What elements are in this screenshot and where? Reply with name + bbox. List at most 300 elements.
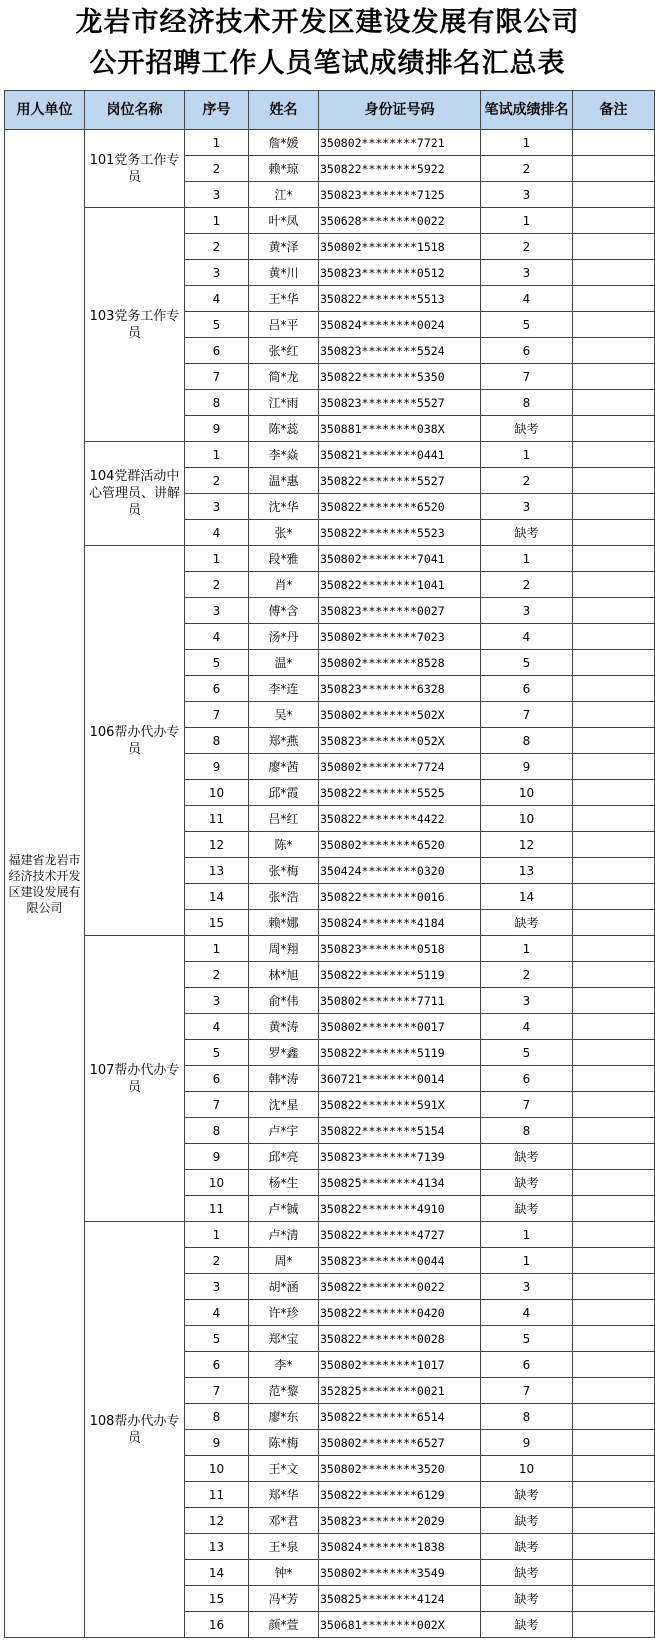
name-cell: 吕*平 xyxy=(249,312,319,338)
id-cell: 350822********0420 xyxy=(319,1300,481,1326)
rank-cell: 1 xyxy=(481,208,573,234)
name-cell: 卢*清 xyxy=(249,1222,319,1248)
name-cell: 简*龙 xyxy=(249,364,319,390)
unit-cell: 福建省龙岩市经济技术开发区建设发展有限公司 xyxy=(5,130,85,1638)
name-cell: 沈*星 xyxy=(249,1092,319,1118)
rank-cell: 10 xyxy=(481,806,573,832)
seq-cell: 4 xyxy=(185,1300,249,1326)
name-cell: 江* xyxy=(249,182,319,208)
id-cell: 350822********0028 xyxy=(319,1326,481,1352)
rank-cell: 缺考 xyxy=(481,1482,573,1508)
header-name: 姓名 xyxy=(249,91,319,130)
remark-cell xyxy=(573,1222,655,1248)
remark-cell xyxy=(573,988,655,1014)
id-cell: 350681********002X xyxy=(319,1612,481,1638)
remark-cell xyxy=(573,312,655,338)
name-cell: 段*雅 xyxy=(249,546,319,572)
seq-cell: 8 xyxy=(185,728,249,754)
rank-cell: 2 xyxy=(481,234,573,260)
seq-cell: 6 xyxy=(185,676,249,702)
seq-cell: 7 xyxy=(185,364,249,390)
remark-cell xyxy=(573,364,655,390)
name-cell: 钟* xyxy=(249,1560,319,1586)
rank-cell: 6 xyxy=(481,1066,573,1092)
rank-cell: 3 xyxy=(481,182,573,208)
name-cell: 许*珍 xyxy=(249,1300,319,1326)
remark-cell xyxy=(573,442,655,468)
id-cell: 350802********6527 xyxy=(319,1430,481,1456)
name-cell: 林*旭 xyxy=(249,962,319,988)
rank-cell: 缺考 xyxy=(481,1560,573,1586)
id-cell: 350823********0027 xyxy=(319,598,481,624)
rank-cell: 缺考 xyxy=(481,1586,573,1612)
rank-cell: 1 xyxy=(481,936,573,962)
position-cell: 104党群活动中心管理员、讲解员 xyxy=(85,442,185,546)
seq-cell: 16 xyxy=(185,1612,249,1638)
rank-cell: 7 xyxy=(481,1378,573,1404)
remark-cell xyxy=(573,858,655,884)
name-cell: 俞*伟 xyxy=(249,988,319,1014)
rank-cell: 1 xyxy=(481,1248,573,1274)
seq-cell: 11 xyxy=(185,1482,249,1508)
id-cell: 350822********4727 xyxy=(319,1222,481,1248)
name-cell: 杨*生 xyxy=(249,1170,319,1196)
name-cell: 李* xyxy=(249,1352,319,1378)
remark-cell xyxy=(573,468,655,494)
remark-cell xyxy=(573,1170,655,1196)
id-cell: 350822********0016 xyxy=(319,884,481,910)
id-cell: 350824********1838 xyxy=(319,1534,481,1560)
seq-cell: 15 xyxy=(185,1586,249,1612)
id-cell: 350802********7721 xyxy=(319,130,481,156)
rank-cell: 6 xyxy=(481,338,573,364)
seq-cell: 2 xyxy=(185,572,249,598)
seq-cell: 4 xyxy=(185,1014,249,1040)
remark-cell xyxy=(573,676,655,702)
remark-cell xyxy=(573,1118,655,1144)
id-cell: 350823********5527 xyxy=(319,390,481,416)
name-cell: 张*浩 xyxy=(249,884,319,910)
name-cell: 邓*君 xyxy=(249,1508,319,1534)
name-cell: 温* xyxy=(249,650,319,676)
seq-cell: 1 xyxy=(185,208,249,234)
table-body xyxy=(5,130,655,1638)
seq-cell: 5 xyxy=(185,650,249,676)
name-cell: 黄*川 xyxy=(249,260,319,286)
id-cell: 350802********7023 xyxy=(319,624,481,650)
remark-cell xyxy=(573,286,655,312)
name-cell: 张*梅 xyxy=(249,858,319,884)
rank-cell: 9 xyxy=(481,754,573,780)
name-cell: 陈*梅 xyxy=(249,1430,319,1456)
header-rank: 笔试成绩排名 xyxy=(481,91,573,130)
seq-cell: 6 xyxy=(185,1352,249,1378)
name-cell: 汤*丹 xyxy=(249,624,319,650)
remark-cell xyxy=(573,962,655,988)
rank-cell: 7 xyxy=(481,1092,573,1118)
remark-cell xyxy=(573,208,655,234)
rank-cell: 3 xyxy=(481,260,573,286)
id-cell: 350822********6520 xyxy=(319,494,481,520)
id-cell: 350822********5527 xyxy=(319,468,481,494)
name-cell: 王*文 xyxy=(249,1456,319,1482)
rank-cell: 5 xyxy=(481,1326,573,1352)
name-cell: 张*红 xyxy=(249,338,319,364)
rank-cell: 2 xyxy=(481,962,573,988)
name-cell: 廖*茜 xyxy=(249,754,319,780)
seq-cell: 1 xyxy=(185,1222,249,1248)
id-cell: 350822********5350 xyxy=(319,364,481,390)
rank-cell: 9 xyxy=(481,1430,573,1456)
seq-cell: 3 xyxy=(185,260,249,286)
remark-cell xyxy=(573,884,655,910)
rank-cell: 3 xyxy=(481,494,573,520)
table-row xyxy=(5,208,655,234)
remark-cell xyxy=(573,494,655,520)
header-row xyxy=(5,91,655,130)
name-cell: 黄*泽 xyxy=(249,234,319,260)
position-cell: 107帮办代办专员 xyxy=(85,936,185,1222)
seq-cell: 1 xyxy=(185,936,249,962)
seq-cell: 5 xyxy=(185,1040,249,1066)
id-cell: 350822********5513 xyxy=(319,286,481,312)
remark-cell xyxy=(573,416,655,442)
rank-cell: 5 xyxy=(481,650,573,676)
rank-cell: 6 xyxy=(481,676,573,702)
id-cell: 350802********6520 xyxy=(319,832,481,858)
remark-cell xyxy=(573,182,655,208)
remark-cell xyxy=(573,156,655,182)
name-cell: 陈* xyxy=(249,832,319,858)
remark-cell xyxy=(573,1456,655,1482)
rank-cell: 6 xyxy=(481,1352,573,1378)
rank-cell: 14 xyxy=(481,884,573,910)
header-seq: 序号 xyxy=(185,91,249,130)
id-cell: 350824********4184 xyxy=(319,910,481,936)
id-cell: 350628********0022 xyxy=(319,208,481,234)
id-cell: 350825********4134 xyxy=(319,1170,481,1196)
name-cell: 罗*鑫 xyxy=(249,1040,319,1066)
seq-cell: 2 xyxy=(185,156,249,182)
seq-cell: 14 xyxy=(185,884,249,910)
remark-cell xyxy=(573,338,655,364)
rank-cell: 5 xyxy=(481,312,573,338)
table-row xyxy=(5,1222,655,1248)
seq-cell: 7 xyxy=(185,1378,249,1404)
remark-cell xyxy=(573,1430,655,1456)
id-cell: 350823********6328 xyxy=(319,676,481,702)
seq-cell: 1 xyxy=(185,442,249,468)
seq-cell: 9 xyxy=(185,754,249,780)
remark-cell xyxy=(573,728,655,754)
remark-cell xyxy=(573,1066,655,1092)
name-cell: 邱*亮 xyxy=(249,1144,319,1170)
remark-cell xyxy=(573,1586,655,1612)
name-cell: 李*焱 xyxy=(249,442,319,468)
seq-cell: 6 xyxy=(185,338,249,364)
id-cell: 350822********5922 xyxy=(319,156,481,182)
id-cell: 350802********7711 xyxy=(319,988,481,1014)
name-cell: 邱*霞 xyxy=(249,780,319,806)
name-cell: 范*黎 xyxy=(249,1378,319,1404)
remark-cell xyxy=(573,1092,655,1118)
seq-cell: 14 xyxy=(185,1560,249,1586)
id-cell: 350823********5524 xyxy=(319,338,481,364)
name-cell: 吴* xyxy=(249,702,319,728)
seq-cell: 15 xyxy=(185,910,249,936)
name-cell: 赖*娜 xyxy=(249,910,319,936)
name-cell: 王*泉 xyxy=(249,1534,319,1560)
rank-cell: 缺考 xyxy=(481,1196,573,1222)
name-cell: 江*雨 xyxy=(249,390,319,416)
seq-cell: 8 xyxy=(185,1404,249,1430)
id-cell: 350424********0320 xyxy=(319,858,481,884)
name-cell: 赖*琼 xyxy=(249,156,319,182)
rank-cell: 4 xyxy=(481,1014,573,1040)
seq-cell: 8 xyxy=(185,1118,249,1144)
id-cell: 350822********5119 xyxy=(319,1040,481,1066)
seq-cell: 1 xyxy=(185,546,249,572)
rank-cell: 4 xyxy=(481,624,573,650)
seq-cell: 9 xyxy=(185,416,249,442)
seq-cell: 11 xyxy=(185,1196,249,1222)
rank-cell: 7 xyxy=(481,364,573,390)
remark-cell xyxy=(573,936,655,962)
rank-cell: 3 xyxy=(481,1274,573,1300)
rank-cell: 缺考 xyxy=(481,416,573,442)
position-cell: 106帮办代办专员 xyxy=(85,546,185,936)
name-cell: 周* xyxy=(249,1248,319,1274)
seq-cell: 2 xyxy=(185,1248,249,1274)
seq-cell: 13 xyxy=(185,858,249,884)
id-cell: 350822********5154 xyxy=(319,1118,481,1144)
seq-cell: 4 xyxy=(185,624,249,650)
id-cell: 350802********3520 xyxy=(319,1456,481,1482)
seq-cell: 9 xyxy=(185,1144,249,1170)
name-cell: 卢*铖 xyxy=(249,1196,319,1222)
remark-cell xyxy=(573,806,655,832)
id-cell: 350823********052X xyxy=(319,728,481,754)
name-cell: 陈*蕊 xyxy=(249,416,319,442)
header-id: 身份证号码 xyxy=(319,91,481,130)
remark-cell xyxy=(573,1040,655,1066)
seq-cell: 3 xyxy=(185,494,249,520)
id-cell: 350822********5119 xyxy=(319,962,481,988)
seq-cell: 2 xyxy=(185,468,249,494)
seq-cell: 7 xyxy=(185,1092,249,1118)
title-line-1: 龙岩市经济技术开发区建设发展有限公司 xyxy=(75,7,580,38)
header-remark: 备注 xyxy=(573,91,655,130)
seq-cell: 13 xyxy=(185,1534,249,1560)
rank-cell: 13 xyxy=(481,858,573,884)
rank-cell: 8 xyxy=(481,1404,573,1430)
rank-cell: 缺考 xyxy=(481,1612,573,1638)
id-cell: 350822********591X xyxy=(319,1092,481,1118)
rank-cell: 缺考 xyxy=(481,520,573,546)
seq-cell: 1 xyxy=(185,130,249,156)
seq-cell: 11 xyxy=(185,806,249,832)
rank-cell: 1 xyxy=(481,442,573,468)
rank-cell: 8 xyxy=(481,1118,573,1144)
position-cell: 103党务工作专员 xyxy=(85,208,185,442)
rank-cell: 3 xyxy=(481,988,573,1014)
id-cell: 350822********5525 xyxy=(319,780,481,806)
remark-cell xyxy=(573,1326,655,1352)
seq-cell: 8 xyxy=(185,390,249,416)
rank-cell: 缺考 xyxy=(481,1508,573,1534)
remark-cell xyxy=(573,1014,655,1040)
rank-cell: 8 xyxy=(481,728,573,754)
remark-cell xyxy=(573,390,655,416)
remark-cell xyxy=(573,520,655,546)
id-cell: 350802********7724 xyxy=(319,754,481,780)
name-cell: 叶*凤 xyxy=(249,208,319,234)
rank-cell: 缺考 xyxy=(481,1534,573,1560)
table-row xyxy=(5,546,655,572)
remark-cell xyxy=(573,130,655,156)
name-cell: 傅*含 xyxy=(249,598,319,624)
id-cell: 350823********2029 xyxy=(319,1508,481,1534)
remark-cell xyxy=(573,1560,655,1586)
remark-cell xyxy=(573,754,655,780)
remark-cell xyxy=(573,624,655,650)
seq-cell: 3 xyxy=(185,1274,249,1300)
remark-cell xyxy=(573,1404,655,1430)
name-cell: 郑*宝 xyxy=(249,1326,319,1352)
remark-cell xyxy=(573,1144,655,1170)
name-cell: 王*华 xyxy=(249,286,319,312)
remark-cell xyxy=(573,1196,655,1222)
name-cell: 温*惠 xyxy=(249,468,319,494)
name-cell: 郑*华 xyxy=(249,1482,319,1508)
rank-cell: 4 xyxy=(481,286,573,312)
id-cell: 350822********5523 xyxy=(319,520,481,546)
id-cell: 350802********502X xyxy=(319,702,481,728)
rank-cell: 2 xyxy=(481,572,573,598)
score-table xyxy=(4,90,655,1638)
seq-cell: 3 xyxy=(185,182,249,208)
rank-cell: 3 xyxy=(481,598,573,624)
name-cell: 周*翔 xyxy=(249,936,319,962)
rank-cell: 缺考 xyxy=(481,910,573,936)
name-cell: 韩*涛 xyxy=(249,1066,319,1092)
id-cell: 352825********0021 xyxy=(319,1378,481,1404)
title-line-2: 公开招聘工作人员笔试成绩排名汇总表 xyxy=(89,48,566,79)
id-cell: 350822********1041 xyxy=(319,572,481,598)
rank-cell: 4 xyxy=(481,1300,573,1326)
rank-cell: 10 xyxy=(481,780,573,806)
rank-cell: 缺考 xyxy=(481,1144,573,1170)
rank-cell: 缺考 xyxy=(481,1170,573,1196)
name-cell: 黄*涛 xyxy=(249,1014,319,1040)
seq-cell: 10 xyxy=(185,1456,249,1482)
seq-cell: 10 xyxy=(185,780,249,806)
name-cell: 胡*涵 xyxy=(249,1274,319,1300)
rank-cell: 1 xyxy=(481,130,573,156)
name-cell: 吕*红 xyxy=(249,806,319,832)
id-cell: 350802********1017 xyxy=(319,1352,481,1378)
id-cell: 360721********0014 xyxy=(319,1066,481,1092)
seq-cell: 10 xyxy=(185,1170,249,1196)
seq-cell: 12 xyxy=(185,1508,249,1534)
remark-cell xyxy=(573,650,655,676)
rank-cell: 12 xyxy=(481,832,573,858)
rank-cell: 1 xyxy=(481,1222,573,1248)
remark-cell xyxy=(573,1378,655,1404)
id-cell: 350823********0044 xyxy=(319,1248,481,1274)
seq-cell: 2 xyxy=(185,962,249,988)
name-cell: 张* xyxy=(249,520,319,546)
remark-cell xyxy=(573,1274,655,1300)
remark-cell xyxy=(573,1300,655,1326)
seq-cell: 3 xyxy=(185,598,249,624)
seq-cell: 9 xyxy=(185,1430,249,1456)
rank-cell: 8 xyxy=(481,390,573,416)
remark-cell xyxy=(573,1612,655,1638)
remark-cell xyxy=(573,546,655,572)
name-cell: 詹*媛 xyxy=(249,130,319,156)
remark-cell xyxy=(573,572,655,598)
header-unit: 用人单位 xyxy=(5,91,85,130)
remark-cell xyxy=(573,1534,655,1560)
rank-cell: 10 xyxy=(481,1456,573,1482)
remark-cell xyxy=(573,702,655,728)
name-cell: 颜*萱 xyxy=(249,1612,319,1638)
id-cell: 350823********7139 xyxy=(319,1144,481,1170)
name-cell: 廖*东 xyxy=(249,1404,319,1430)
seq-cell: 5 xyxy=(185,1326,249,1352)
id-cell: 350802********7041 xyxy=(319,546,481,572)
remark-cell xyxy=(573,260,655,286)
id-cell: 350823********0512 xyxy=(319,260,481,286)
name-cell: 冯*芳 xyxy=(249,1586,319,1612)
id-cell: 350823********7125 xyxy=(319,182,481,208)
name-cell: 郑*燕 xyxy=(249,728,319,754)
seq-cell: 12 xyxy=(185,832,249,858)
seq-cell: 7 xyxy=(185,702,249,728)
id-cell: 350802********1518 xyxy=(319,234,481,260)
id-cell: 350824********0024 xyxy=(319,312,481,338)
seq-cell: 2 xyxy=(185,234,249,260)
id-cell: 350881********038X xyxy=(319,416,481,442)
rank-cell: 5 xyxy=(481,1040,573,1066)
rank-cell: 7 xyxy=(481,702,573,728)
remark-cell xyxy=(573,1482,655,1508)
id-cell: 350822********4422 xyxy=(319,806,481,832)
seq-cell: 3 xyxy=(185,988,249,1014)
remark-cell xyxy=(573,780,655,806)
seq-cell: 4 xyxy=(185,520,249,546)
name-cell: 肖* xyxy=(249,572,319,598)
id-cell: 350802********3549 xyxy=(319,1560,481,1586)
rank-cell: 2 xyxy=(481,156,573,182)
remark-cell xyxy=(573,234,655,260)
position-cell: 108帮办代办专员 xyxy=(85,1222,185,1638)
id-cell: 350802********8528 xyxy=(319,650,481,676)
seq-cell: 6 xyxy=(185,1066,249,1092)
name-cell: 沈*华 xyxy=(249,494,319,520)
name-cell: 李*连 xyxy=(249,676,319,702)
id-cell: 350822********4910 xyxy=(319,1196,481,1222)
remark-cell xyxy=(573,910,655,936)
table-row xyxy=(5,936,655,962)
seq-cell: 5 xyxy=(185,312,249,338)
table-row xyxy=(5,130,655,156)
seq-cell: 4 xyxy=(185,286,249,312)
name-cell: 卢*宇 xyxy=(249,1118,319,1144)
header-position: 岗位名称 xyxy=(85,91,185,130)
rank-cell: 2 xyxy=(481,468,573,494)
